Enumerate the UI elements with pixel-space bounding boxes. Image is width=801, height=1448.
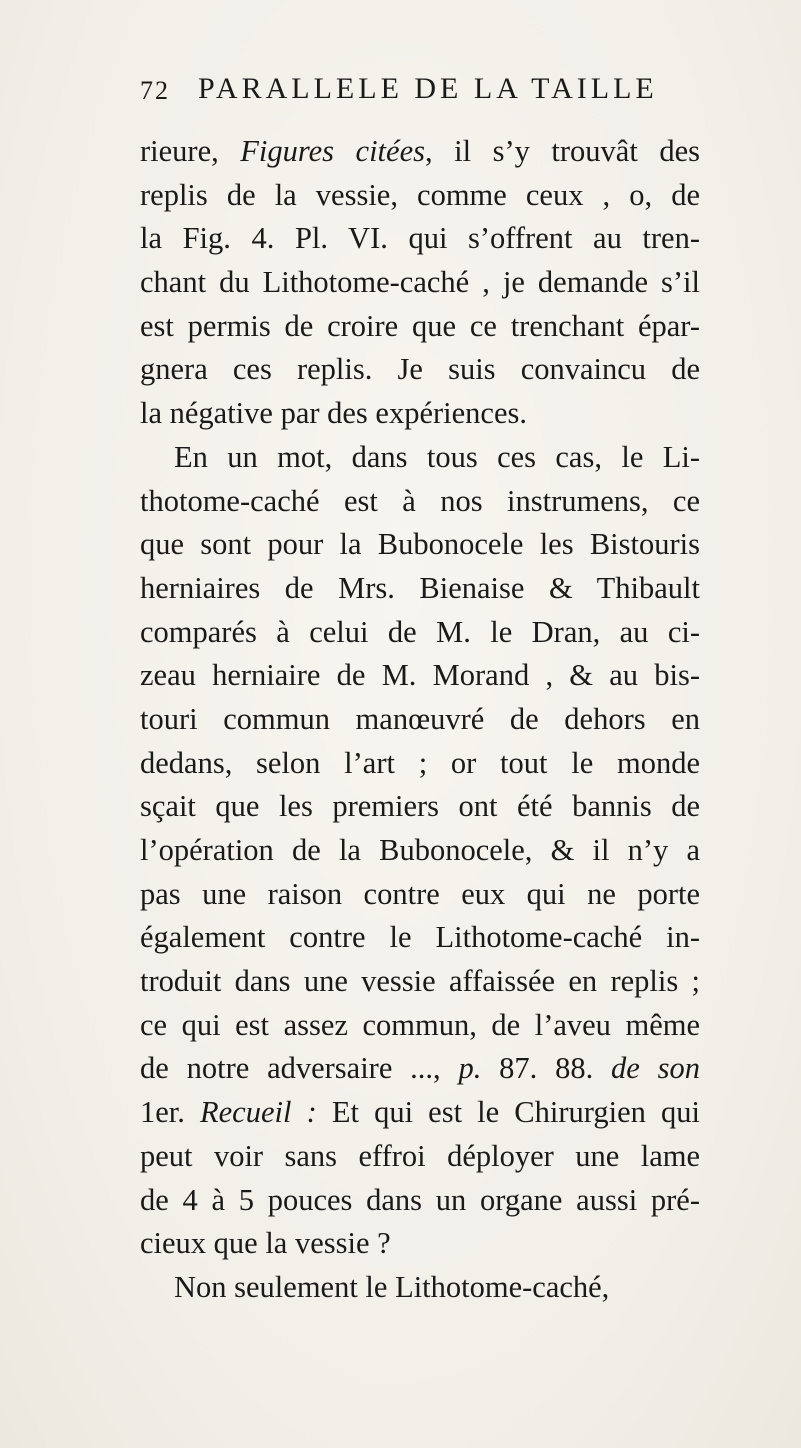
text-span: , il s’y trouvât des — [424, 134, 700, 168]
text-line: pas une raison contre eux qui ne porte — [140, 876, 700, 911]
text-line: zeau herniaire de M. Morand , & au bis- — [140, 658, 700, 693]
text-line: touri commun manœuvré de dehors en — [140, 701, 700, 736]
text-line: comparés à celui de M. le Dran, au ci- — [140, 614, 700, 649]
text-line: la Fig. 4. Pl. VI. qui s’offrent au tren- — [140, 221, 700, 256]
text-line: peut voir sans effroi déployer une lame — [140, 1138, 700, 1173]
italic-text: p. — [458, 1051, 482, 1086]
text-line — [140, 1091, 700, 1135]
italic-text: de son — [611, 1051, 700, 1086]
text-line: cieux que la vessie ? — [140, 1226, 391, 1261]
text-span: 87. 88. — [481, 1051, 612, 1086]
text-line: troduit dans une vessie affaissée en replis ; — [140, 964, 700, 999]
text-line: thotome-caché est à nos instrumens, ce — [140, 483, 700, 518]
text-line: l’opération de la Bubonocele, & il n’y a — [140, 833, 700, 867]
text-span: 1er. — [140, 1095, 201, 1130]
page-number: 72 — [140, 76, 170, 105]
text-line: replis de la vessie, comme ceux , o, de — [140, 177, 700, 212]
text-line: de 4 à 5 pouces dans un organe aussi pré- — [140, 1182, 700, 1217]
text-line: En un mot, dans tous ces cas, le Li- — [174, 439, 700, 474]
body-text — [140, 130, 700, 1310]
text-line: la négative par des expériences. — [140, 396, 527, 431]
text-line: Non seulement le Lithotome-caché, — [174, 1269, 610, 1304]
text-line: également contre le Lithotome-caché in- — [140, 920, 700, 955]
text-span: rieure, — [140, 134, 241, 168]
text-span: de notre adversaire ..., — [140, 1051, 459, 1086]
text-line: est permis de croire que ce trenchant épar- — [140, 308, 700, 343]
text-span: Et qui est le Chirurgien qui — [316, 1095, 700, 1130]
text-line: gnera ces replis. Je suis convaincu de — [140, 352, 700, 387]
text-line — [140, 1047, 700, 1091]
text-line: chant du Lithotome-caché , je demande s’il — [140, 265, 700, 300]
italic-text: Figures citées — [240, 134, 425, 168]
running-title: PARALLELE DE LA TAILLE — [198, 72, 658, 105]
page-header — [140, 72, 700, 116]
italic-text: Recueil : — [200, 1095, 317, 1130]
text-line: dedans, selon l’art ; or tout le monde — [140, 745, 700, 780]
text-line: ce qui est assez commun, de l’aveu même — [140, 1007, 700, 1042]
text-line — [140, 130, 700, 174]
text-line: sçait que les premiers ont été bannis de — [140, 789, 700, 824]
text-line: que sont pour la Bubonocele les Bistouris — [140, 527, 700, 562]
text-line: herniaires de Mrs. Bienaise & Thibault — [140, 570, 700, 605]
